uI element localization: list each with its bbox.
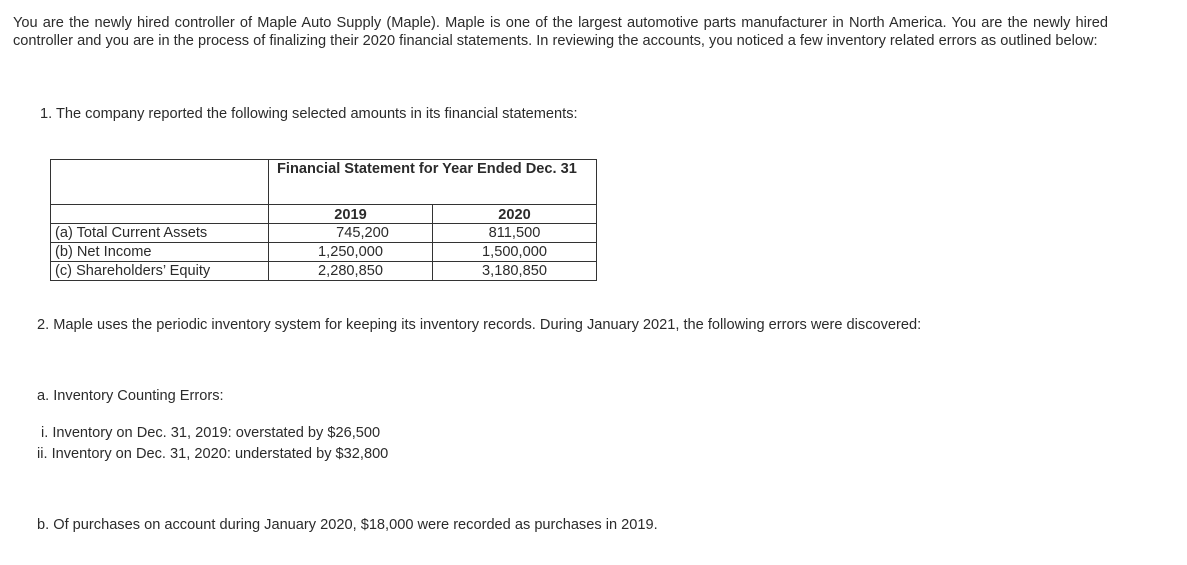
financial-statement-table [50,159,597,281]
item-a-i-text: i. Inventory on Dec. 31, 2019: overstated by $26,500 [41,425,381,441]
row-label-shareholders-equity: (c) Shareholders’ Equity [51,262,269,281]
row-label-current-assets: (a) Total Current Assets [51,224,269,243]
intro-paragraph: You are the newly hired controller of Maple Auto Supply (Maple). Maple is one of the largest automotive parts manufacturer in North America. You are the newly hired controller and you are in the process of finalizing their 2020 financial statements. In reviewing the accounts, you noticed a few inventory related errors as outlined below: [13,15,1108,49]
value-2020-shareholders-equity: 3,180,850 [433,262,597,281]
year-2019: 2019 [269,205,433,224]
table-header-text: Financial Statement for Year Ended Dec. 31 [277,161,577,177]
table-empty-corner [51,160,269,205]
item-1-text: 1. The company reported the following selected amounts in its financial statements: [40,106,578,122]
row-label-net-income: (b) Net Income [51,243,269,262]
table-year-label-empty [51,205,269,224]
item-a-ii-text: ii. Inventory on Dec. 31, 2020: understated by $32,800 [37,446,389,462]
table-row [51,262,597,281]
value-2019-net-income: 1,250,000 [269,243,433,262]
value-2019-shareholders-equity: 2,280,850 [269,262,433,281]
value-2019-current-assets: 745,200 [269,224,433,243]
year-2020: 2020 [433,205,597,224]
value-2020-current-assets: 811,500 [433,224,597,243]
item-2-text: 2. Maple uses the periodic inventory system for keeping its inventory records. During January 2021, the following errors were discovered: [37,317,922,333]
table-row [51,243,597,262]
item-a-text: a. Inventory Counting Errors: [37,388,224,404]
item-b-text: b. Of purchases on account during January 2020, $18,000 were recorded as purchases in 2019. [37,517,658,533]
value-2020-net-income: 1,500,000 [433,243,597,262]
table-row [51,224,597,243]
table-header [269,160,597,205]
